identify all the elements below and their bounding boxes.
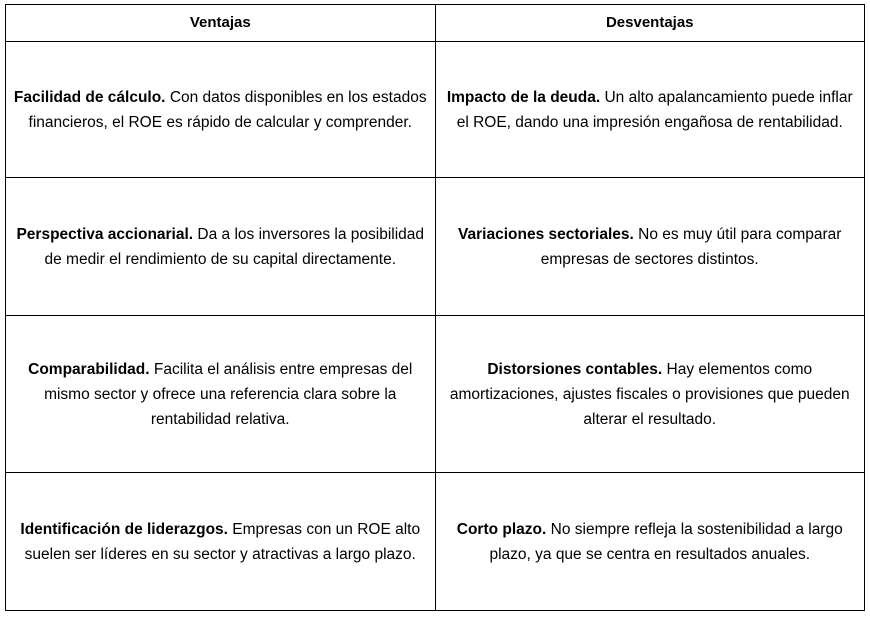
ventaja-text: Con datos disponibles en los estados financieros, el ROE es rápido de calcular y comprender. [28,88,427,131]
desventaja-text: Un alto apalancamiento puede inflar el ROE, dando una impresión engañosa de rentabilidad. [456,88,853,131]
desventaja-title: Corto plazo. [456,520,547,538]
table-row [6,316,865,473]
desventaja-title: Variaciones sectoriales. [458,225,634,243]
column-header-ventajas: Ventajas [6,5,436,42]
ventaja-cell [6,178,436,316]
ventaja-cell [6,316,436,473]
table-row [6,473,865,611]
header-row [6,5,865,42]
desventaja-text: Hay elementos como amortizaciones, ajustes fiscales o provisiones que pueden alterar el resultado. [449,360,850,428]
column-header-desventajas: Desventajas [435,5,865,42]
desventaja-cell [435,178,865,316]
ventaja-title: Perspectiva accionarial. [16,225,194,243]
table-row [6,42,865,178]
ventaja-cell [6,473,436,611]
desventaja-cell [435,473,865,611]
ventaja-title: Identificación de liderazgos. [20,520,228,538]
desventaja-text: No es muy útil para comparar empresas de sectores distintos. [540,225,842,268]
ventaja-title: Facilidad de cálculo. [13,88,166,106]
desventaja-text: No siempre refleja la sostenibilidad a largo plazo, ya que se centra en resultados anuales. [489,520,843,563]
ventaja-text: Facilita el análisis entre empresas del mismo sector y ofrece una referencia clara sobre la rentabilidad relativa. [44,360,413,428]
desventaja-title: Distorsiones contables. [487,360,663,378]
ventaja-cell [6,42,436,178]
ventaja-text: Empresas con un ROE alto suelen ser líderes en su sector y atractivas a largo plazo. [24,520,421,563]
desventaja-title: Impacto de la deuda. [446,88,601,106]
ventajas-desventajas-table [5,4,865,611]
ventaja-text: Da a los inversores la posibilidad de medir el rendimiento de su capital directamente. [44,225,425,268]
desventaja-cell [435,42,865,178]
table-row [6,178,865,316]
ventaja-title: Comparabilidad. [28,360,150,378]
desventaja-cell [435,316,865,473]
